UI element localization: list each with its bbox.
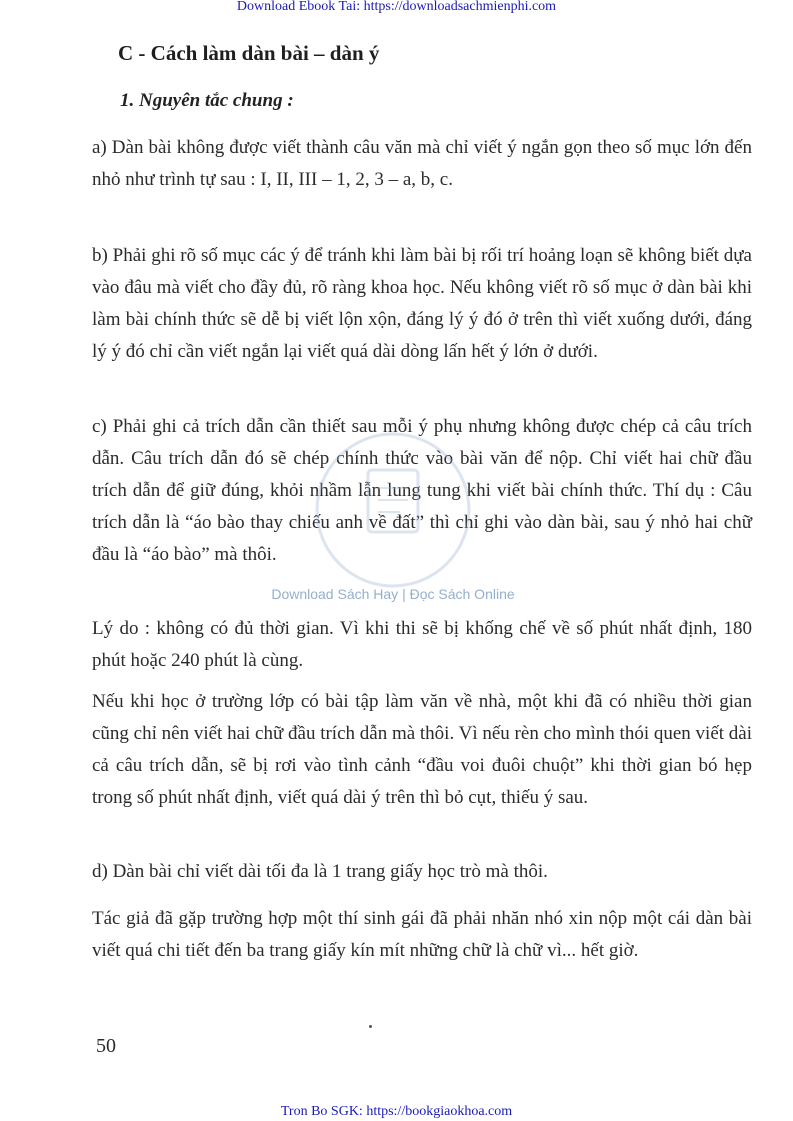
paragraph-b: b) Phải ghi rõ số mục các ý để tránh khi làm bài bị rối trí hoảng loạn sẽ không biết dựa vào đâu mà viết cho đầy đủ, rõ ràng khoa học. Nếu không viết rõ số mục ở dàn bài khi làm bài chính thức sẽ dễ bị viết lộn xộn, đáng lý ý đó ở trên thì viết xuống dưới, đáng lý ý đó chỉ cần viết ngắn lại viết quá dài dòng lấn hết ý lớn ở dưới.	[92, 245, 752, 362]
paragraph-d: d) Dàn bài chỉ viết dài tối đa là 1 trang giấy học trò mà thôi.	[92, 861, 548, 882]
paragraph-reason: Lý do : không có đủ thời gian. Vì khi thi sẽ bị khống chế về số phút nhất định, 180 phút hoặc 240 phút là cùng.	[92, 618, 752, 671]
section-title: C - Cách làm dàn bài – dàn ý	[118, 41, 380, 65]
subsection-title: 1. Nguyên tắc chung :	[120, 90, 294, 111]
paragraph-anecdote: Tác giả đã gặp trường hợp một thí sinh gái đã phải nhăn nhó xin nộp một cái dàn bài viết quá chi tiết đến ba trang giấy kín mít những chữ là chữ vì... hết giờ.	[92, 908, 752, 961]
bookgiaokhoa-link[interactable]: Tron Bo SGK: https://bookgiaokhoa.com	[280, 1104, 513, 1119]
page-number: 50	[96, 1035, 116, 1057]
paragraph-c: c) Phải ghi cả trích dẫn cần thiết sau mỗi ý phụ nhưng không được chép cả câu trích dẫn. Câu trích dẫn đó sẽ chép chính thức vào bài văn để nộp. Chỉ viết hai chữ đầu trích dẫn để giữ đúng, khỏi nhầm lẫn lung tung khi viết bài chính thức. Thí dụ : Câu trích dẫn là “áo bào thay chiếu anh về đất” thì chỉ ghi vào dàn bài, sau ý nhỏ hai chữ đầu là “áo bào” mà thôi.	[92, 416, 752, 565]
paragraph-homework: Nếu khi học ở trường lớp có bài tập làm văn về nhà, một khi đã có nhiều thời gian cũng chỉ nên viết hai chữ đầu trích dẫn mà thôi. Vì nếu rèn cho mình thói quen viết dài cả câu trích dẫn, sẽ bị rơi vào tình cảnh “đầu voi đuôi chuột” khi thời gian bó hẹp trong số phút nhất định, viết quá dài ý trên thì bỏ cụt, thiếu ý sau.	[92, 691, 752, 808]
watermark-text: Download Sách Hay | Đọc Sách Online	[271, 586, 515, 602]
ink-dot	[369, 1025, 372, 1028]
download-ebook-link[interactable]: Download Ebook Tai: https://downloadsachmienphi.com	[236, 0, 557, 14]
paragraph-a: a) Dàn bài không được viết thành câu văn mà chỉ viết ý ngắn gọn theo số mục lớn đến nhỏ như trình tự sau : I, II, III – 1, 2, 3 – a, b, c.	[92, 137, 752, 190]
